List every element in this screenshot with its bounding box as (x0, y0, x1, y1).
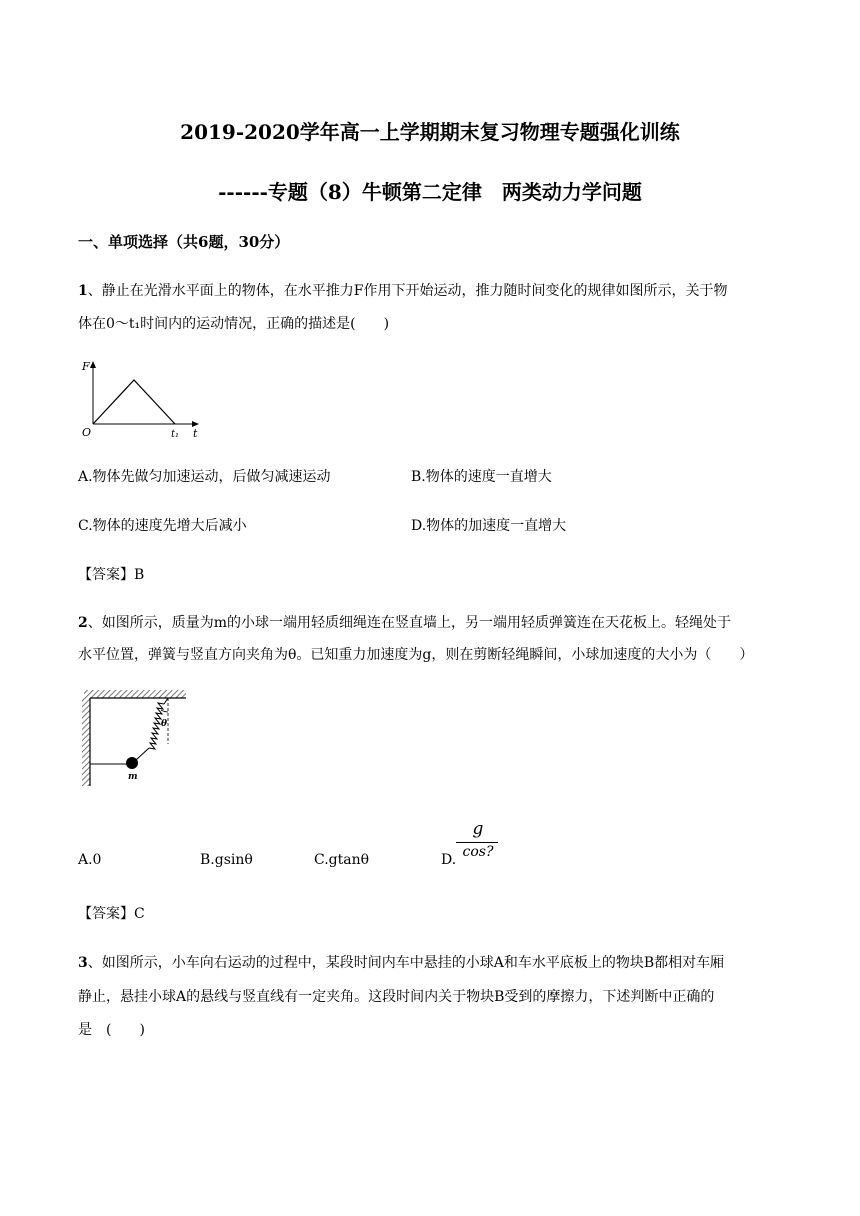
question-3-number: 3 (78, 955, 88, 971)
question-2-line-2: 水平位置，弹簧与竖直方向夹角为θ。已知重力加速度为g，则在剪断轻绳瞬间，小球加速度的大小为（ ） (78, 647, 754, 663)
question-1-option-d: D.物体的加速度一直增大 (411, 518, 567, 534)
question-3-text: 、如图所示，小车向右运动的过程中，某段时间内车中悬挂的小球A和车水平底板上的物块B都相对车厢 (87, 955, 725, 971)
question-1-line-2: 体在0～t₁时间内的运动情况，正确的描述是( ) (78, 316, 390, 332)
force-curve (93, 380, 175, 424)
f-axis-label: F (82, 360, 90, 373)
question-3-line-3: 是 ( ) (78, 1022, 145, 1038)
document-subtitle: ------专题（8）牛顿第二定律 两类动力学问题 (218, 180, 642, 204)
force-time-graph (78, 356, 208, 442)
theta-label: θ (161, 719, 168, 729)
question-1-text: 、静止在光滑水平面上的物体，在水平推力F作用下开始运动，推力随时间变化的规律如图所示，关于物 (87, 283, 728, 299)
angle-arc (161, 710, 168, 712)
mass-label: m (128, 772, 138, 782)
question-2-option-b: B.gsinθ (200, 852, 253, 868)
question-2-line-1 (78, 612, 731, 632)
section-heading: 一、单项选择（共6题，30分） (78, 233, 290, 251)
question-2-option-d-numerator: g (472, 819, 484, 839)
ball (126, 757, 138, 769)
question-2-option-d-prefix: D. (441, 852, 457, 868)
origin-label: O (82, 426, 92, 439)
question-1-line-1 (78, 280, 727, 300)
question-3-line-2: 静止，悬挂小球A的悬线与竖直线有一定夹角。这段时间内关于物块B受到的摩擦力，下述判断中正确的 (78, 989, 715, 1005)
question-2-option-d-denominator: cos? (462, 844, 494, 860)
question-2-option-a: A.0 (78, 852, 102, 868)
question-3-line-1 (78, 952, 724, 972)
wall (82, 696, 90, 786)
question-1-option-b: B.物体的速度一直增大 (411, 469, 552, 485)
ceiling (84, 690, 186, 698)
question-2-answer: 【答案】C (78, 906, 145, 922)
spring-ball-diagram (74, 686, 190, 790)
question-2-text: 、如图所示，质量为m的小球一端用轻质细绳连在竖直墙上，另一端用轻质弹簧连在天花板上。轻绳处于 (87, 615, 732, 631)
t-axis-label: t (193, 427, 198, 440)
question-2-option-c: C.gtanθ (314, 852, 370, 868)
spring (136, 698, 168, 760)
question-2-number: 2 (78, 615, 88, 631)
document-title: 2019-2020学年高一上学期期末复习物理专题强化训练 (180, 120, 680, 144)
question-1-option-c: C.物体的速度先增大后减小 (78, 518, 247, 534)
t1-label: t₁ (171, 429, 180, 440)
question-1-option-a: A.物体先做匀加速运动，后做匀减速运动 (78, 469, 331, 485)
fraction-bar (456, 842, 498, 843)
question-1-answer: 【答案】B (78, 567, 145, 583)
question-1-number: 1 (78, 283, 88, 299)
